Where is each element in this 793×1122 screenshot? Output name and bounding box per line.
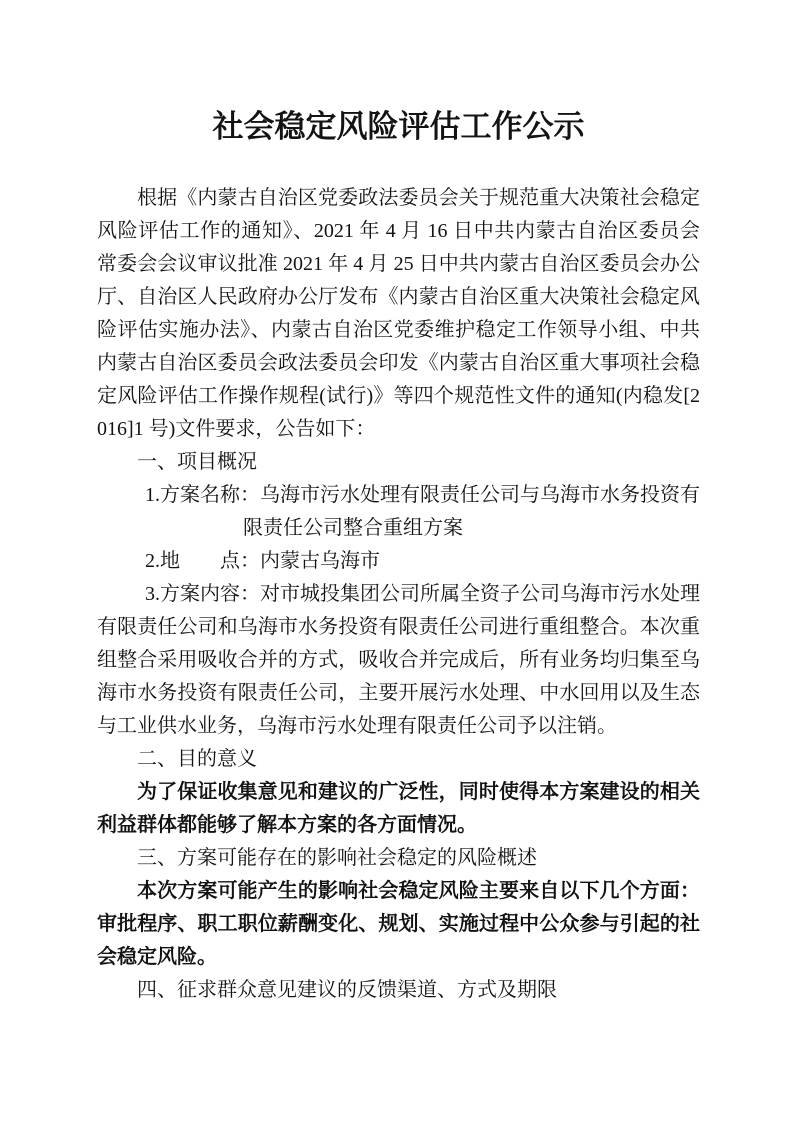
paragraph-purpose-body: 为了保证收集意见和建议的广泛性，同时使得本方案建设的相关利益群体都能够了解本方案的各方面情况。 xyxy=(97,781,700,836)
section-heading-2-purpose: 二、目的意义 xyxy=(137,748,257,770)
item-2-location: 2.地 点：内蒙古乌海市 xyxy=(145,550,380,572)
document-title: 社会稳定风险评估工作公示 xyxy=(212,109,585,144)
item-3-plan-content: 3.方案内容：对市城投集团公司所属全资子公司乌海市污水处理有限责任公司和乌海市水务投资有限责任公司进行重组整合。本次重组整合采用吸收合并的方式，吸收合并完成后，所有业务均归集至乌海市水务投资有限责任公司，主要开展污水处理、中水回用以及生态与工业供水业务，乌海市污水处理有限责任公司予以注销。 xyxy=(97,583,700,737)
section-heading-4-feedback-channels: 四、征求群众意见建议的反馈渠道、方式及期限 xyxy=(137,979,557,1001)
section-heading-3-risk-overview: 三、方案可能存在的影响社会稳定的风险概述 xyxy=(137,847,537,869)
paragraph-legal-basis: 根据《内蒙古自治区党委政法委员会关于规范重大决策社会稳定风险评估工作的通知》、2021 年 4 月 16 日中共内蒙古自治区委员会常委会会议审议批准 2021 年 4 月 25 日中共内蒙古自治区委员会办公厅、自治区人民政府办公厅发布《内蒙古自治区重大决策社会稳定风险评估实施办法》、内蒙古自治区党委维护稳定工作领导小组、中共内蒙古自治区委员会政法委员会印发《内蒙古自治区重大事项社会稳定风险评估工作操作规程(试行)》等四个规范性文件的通知(内稳发[2016]1 号)文件要求，公告如下： xyxy=(97,187,700,440)
paragraph-risk-body: 本次方案可能产生的影响社会稳定风险主要来自以下几个方面：审批程序、职工职位薪酬变化、规划、实施过程中公众参与引起的社会稳定风险。 xyxy=(97,880,700,968)
item-1-plan-name: 1.方案名称：乌海市污水处理有限责任公司与乌海市水务投资有限责任公司整合重组方案 xyxy=(145,484,700,539)
section-heading-1-project-overview: 一、项目概况 xyxy=(137,451,257,473)
